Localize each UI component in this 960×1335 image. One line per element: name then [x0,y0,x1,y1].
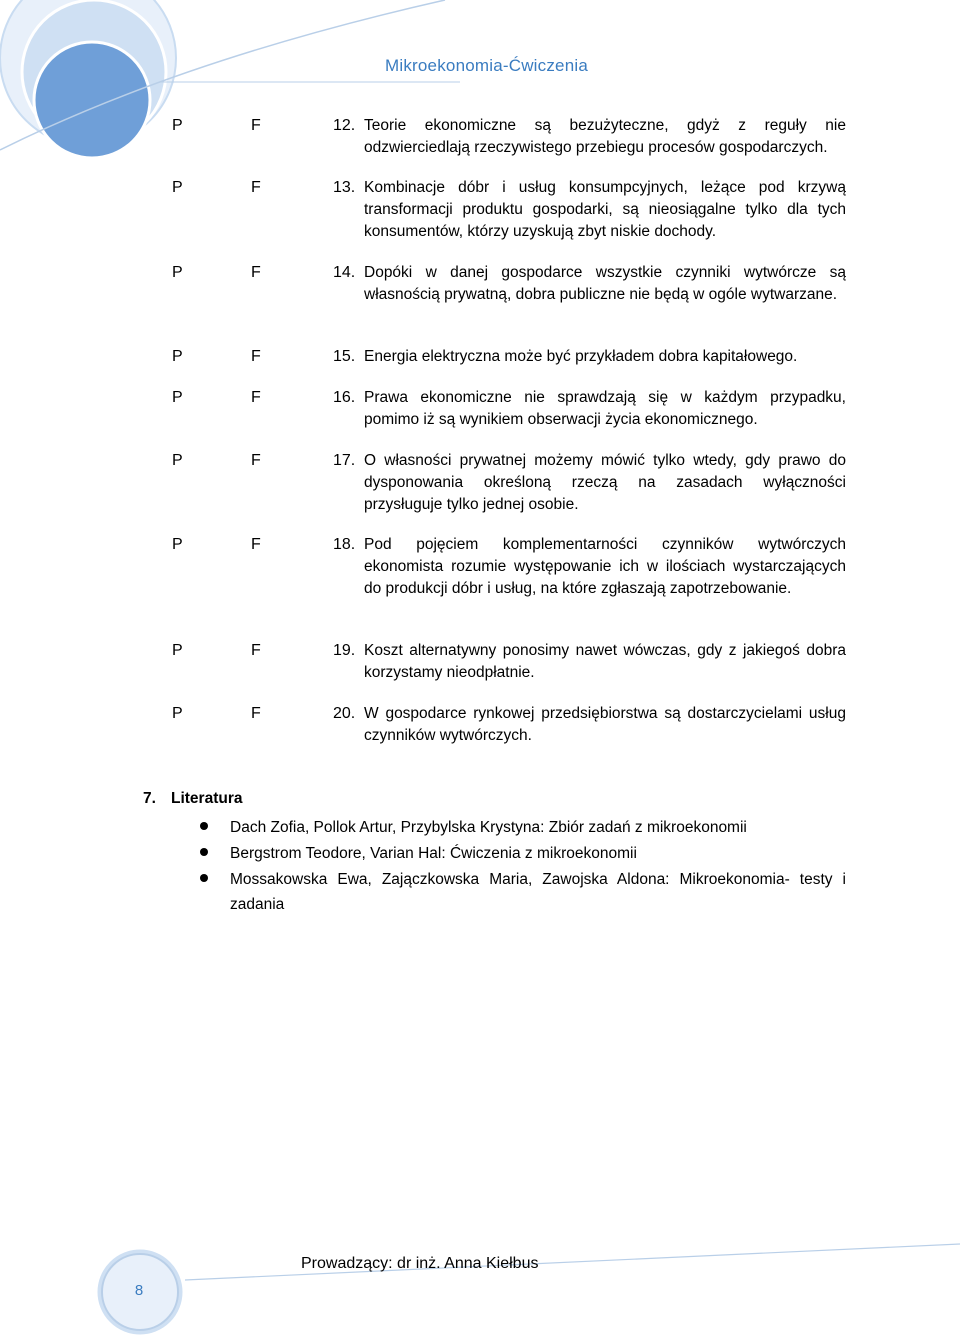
true-option[interactable]: P [172,536,183,553]
true-option[interactable]: P [172,117,183,134]
item-number: 13. [333,179,356,196]
true-option[interactable]: P [172,179,183,196]
item-text: Energia elektryczna może być przykładem dobra kapitałowego. [364,348,798,365]
false-option[interactable]: F [251,642,261,659]
item-text: Teorie ekonomiczne są bezużyteczne, gdyż z reguły nie odzwierciedlają rzeczywistego przebiegu procesów gospodarczych. [364,117,846,156]
item-number: 17. [333,452,356,469]
item-number: 12. [333,117,356,134]
false-option[interactable]: F [251,536,261,553]
false-option[interactable]: F [251,705,261,722]
true-option[interactable]: P [172,264,183,281]
false-option[interactable]: F [251,179,261,196]
false-option[interactable]: F [251,389,261,406]
item-number: 15. [333,348,356,365]
item-text: Koszt alternatywny ponosimy nawet wówczas, gdy z jakiegoś dobra korzystamy nieodpłatnie. [364,642,846,681]
item-number: 14. [333,264,356,281]
false-option[interactable]: F [251,117,261,134]
section-title: Literatura [171,790,243,807]
bullet-icon [200,848,208,856]
item-text: Prawa ekonomiczne nie sprawdzają się w każdym przypadku, pomimo iż są wynikiem obserwacji życia ekonomicznego. [364,389,846,428]
true-option[interactable]: P [172,705,183,722]
footer-instructor: Prowadzący: dr inż. Anna Kiełbus [301,1255,539,1272]
item-number: 20. [333,705,356,722]
literature-entry: Dach Zofia, Pollok Artur, Przybylska Krystyna: Zbiór zadań z mikroekonomii [230,819,747,836]
item-number: 18. [333,536,356,553]
false-option[interactable]: F [251,348,261,365]
true-option[interactable]: P [172,452,183,469]
bullet-icon [200,874,208,882]
item-text: Dopóki w danej gospodarce wszystkie czynniki wytwórcze są własnością prywatną, dobra publiczne nie będą w ogóle wytwarzane. [364,264,846,303]
literature-entry: Bergstrom Teodore, Varian Hal: Ćwiczenia z mikroekonomii [230,845,637,862]
false-option[interactable]: F [251,264,261,281]
literature-heading [143,790,243,808]
item-text: Pod pojęciem komplementarności czynników wytwórczych ekonomista rozumie występowanie ich w ilościach wystarczających do produkcji dóbr i usług, na które zgłaszają zapotrzebowanie. [364,536,846,597]
true-option[interactable]: P [172,389,183,406]
item-number: 19. [333,642,356,659]
bullet-icon [200,822,208,830]
item-text: W gospodarce rynkowej przedsiębiorstwa są dostarczycielami usług czynników wytwórczych. [364,705,846,744]
page-number: 8 [134,1282,144,1299]
section-number: 7. [143,790,156,807]
header-decoration [0,0,460,190]
false-option[interactable]: F [251,452,261,469]
item-number: 16. [333,389,356,406]
item-text: Kombinacje dóbr i usług konsumpcyjnych, leżące pod krzywą transformacji produktu gospodarki, są nieosiągalne tylko dla tych konsumentów, którzy uzyskują zbyt niskie dochody. [364,179,846,240]
literature-entry: Mossakowska Ewa, Zajączkowska Maria, Zawojska Aldona: Mikroekonomia- testy i zadania [230,871,846,913]
item-text: O własności prywatnej możemy mówić tylko wtedy, gdy prawo do dysponowania określoną rzeczą na zasadach wyłączności przysługuje tylko jednej osobie. [364,452,846,513]
true-option[interactable]: P [172,348,183,365]
true-option[interactable]: P [172,642,183,659]
header-title: Mikroekonomia-Ćwiczenia [385,56,588,75]
